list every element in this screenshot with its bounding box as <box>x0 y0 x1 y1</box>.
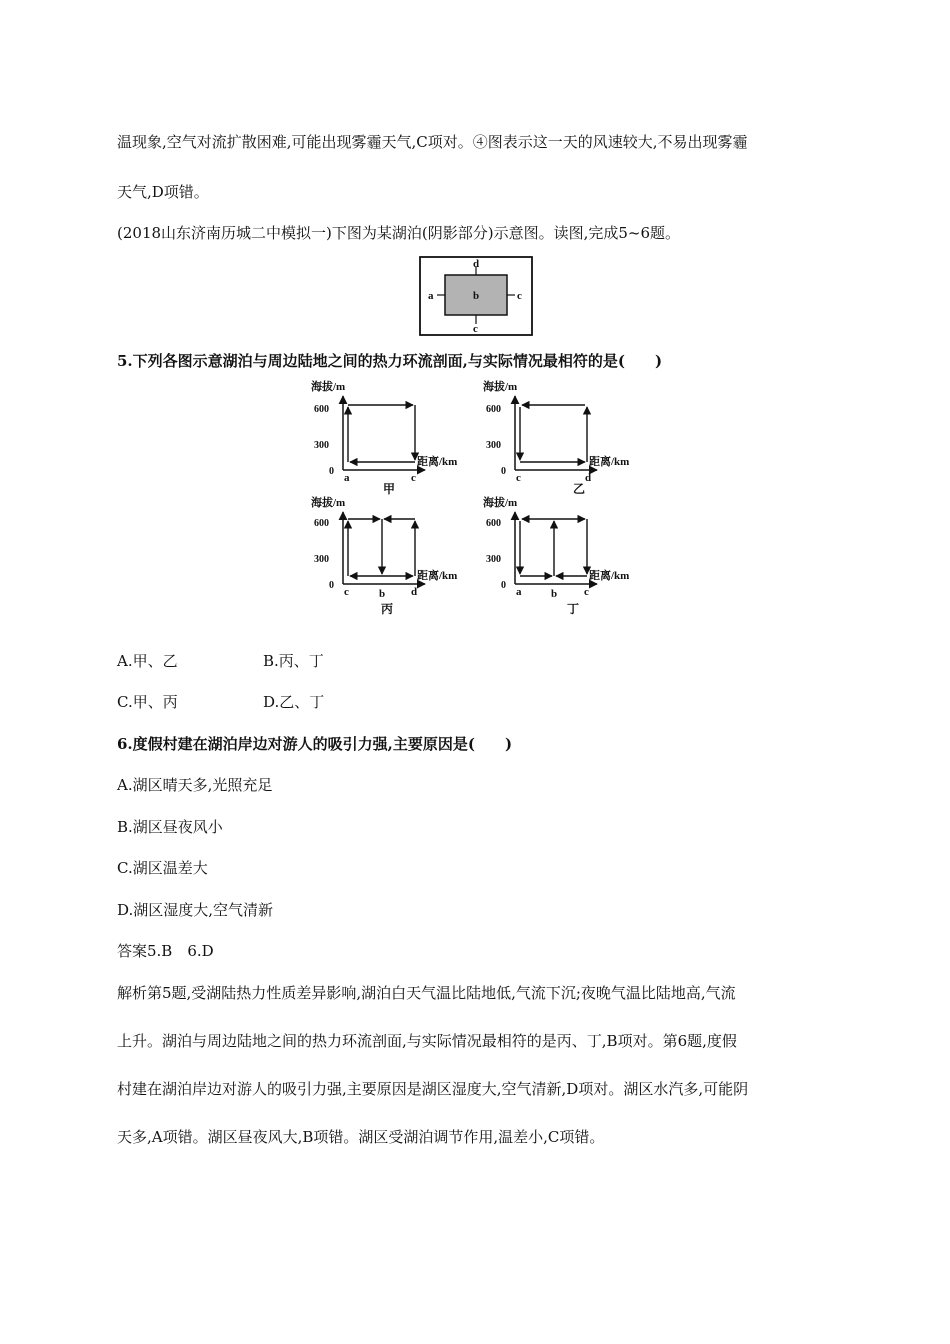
x-axis-label: 距离/km <box>417 570 458 582</box>
tick-300: 300 <box>314 554 329 565</box>
x-label-1: c <box>516 472 521 484</box>
y-axis-label: 海拔/m <box>311 381 346 393</box>
question-5: 5.下列各图示意湖泊与周边陆地之间的热力环流剖面,与实际情况最相符的是( ) <box>117 352 663 370</box>
lake-diagram <box>419 256 533 336</box>
explanation-line: 天多,A项错。湖区昼夜风大,B项错。湖区受湖泊调节作用,温差小,C项错。 <box>117 1128 605 1146</box>
x-label-3: d <box>411 586 418 598</box>
option-5a: A.甲、乙 <box>117 652 178 670</box>
x-label-1: a <box>344 472 350 484</box>
tick-600: 600 <box>314 518 329 529</box>
x-axis-label: 距离/km <box>589 570 630 582</box>
panel-caption: 丁 <box>567 602 580 616</box>
tick-600: 600 <box>486 404 501 415</box>
x-label-2: d <box>585 472 592 484</box>
option-6d: D.湖区湿度大,空气清新 <box>117 901 274 919</box>
x-label-1: c <box>344 586 349 598</box>
panel-jia <box>311 379 457 496</box>
question-intro: (2018山东济南历城二中模拟一)下图为某湖泊(阴影部分)示意图。读图,完成5~6题。 <box>117 224 681 242</box>
explanation-line: 村建在湖泊岸边对游人的吸引力强,主要原因是湖区湿度大,空气清新,D项对。湖区水汽多,可能阴 <box>117 1080 749 1098</box>
y-axis-label: 海拔/m <box>311 497 346 509</box>
question-6: 6.度假村建在湖泊岸边对游人的吸引力强,主要原因是( ) <box>117 735 513 753</box>
tick-0: 0 <box>329 466 334 477</box>
y-axis-label: 海拔/m <box>483 497 518 509</box>
x-label-2: b <box>379 588 386 600</box>
paragraph-line: 天气,D项错。 <box>117 183 209 201</box>
paragraph-line: 温现象,空气对流扩散困难,可能出现雾霾天气,C项对。④图表示这一天的风速较大,不易出现雾霾 <box>117 133 748 151</box>
option-6b: B.湖区昼夜风小 <box>117 818 223 836</box>
lake-label-c: c <box>517 290 522 302</box>
tick-0: 0 <box>501 580 506 591</box>
tick-300: 300 <box>486 440 501 451</box>
tick-0: 0 <box>329 580 334 591</box>
explanation-line: 解析第5题,受湖陆热力性质差异影响,湖泊白天气温比陆地低,气流下沉;夜晚气温比陆地高,气流 <box>117 984 736 1002</box>
tick-600: 600 <box>314 404 329 415</box>
panel-yi <box>483 379 629 496</box>
lake-label-a: a <box>428 290 434 302</box>
y-axis-label: 海拔/m <box>483 381 518 393</box>
option-5c: C.甲、丙 <box>117 693 178 711</box>
x-axis-label: 距离/km <box>417 456 458 468</box>
explanation-line: 上升。湖泊与周边陆地之间的热力环流剖面,与实际情况最相符的是丙、丁,B项对。第6题,度假 <box>117 1032 737 1050</box>
lake-label-b: b <box>473 290 480 302</box>
panel-ding <box>483 495 629 616</box>
panel-caption: 乙 <box>573 482 586 496</box>
option-6c: C.湖区温差大 <box>117 859 208 877</box>
answer: 答案5.B 6.D <box>117 942 214 960</box>
panel-bing <box>311 495 457 616</box>
x-label-2: b <box>551 588 558 600</box>
x-axis-label: 距离/km <box>589 456 630 468</box>
tick-300: 300 <box>486 554 501 565</box>
circulation-panels <box>305 378 665 620</box>
tick-600: 600 <box>486 518 501 529</box>
x-label-2: c <box>411 472 416 484</box>
tick-0: 0 <box>501 466 506 477</box>
lake-label-d: d <box>473 258 480 270</box>
tick-300: 300 <box>314 440 329 451</box>
option-5d: D.乙、丁 <box>263 693 325 711</box>
panel-caption: 丙 <box>381 602 394 616</box>
x-label-3: c <box>584 586 589 598</box>
panel-caption: 甲 <box>383 482 396 496</box>
option-6a: A.湖区晴天多,光照充足 <box>117 776 273 794</box>
option-5b: B.丙、丁 <box>263 652 324 670</box>
x-label-1: a <box>516 586 522 598</box>
lake-label-e: c <box>473 323 478 335</box>
